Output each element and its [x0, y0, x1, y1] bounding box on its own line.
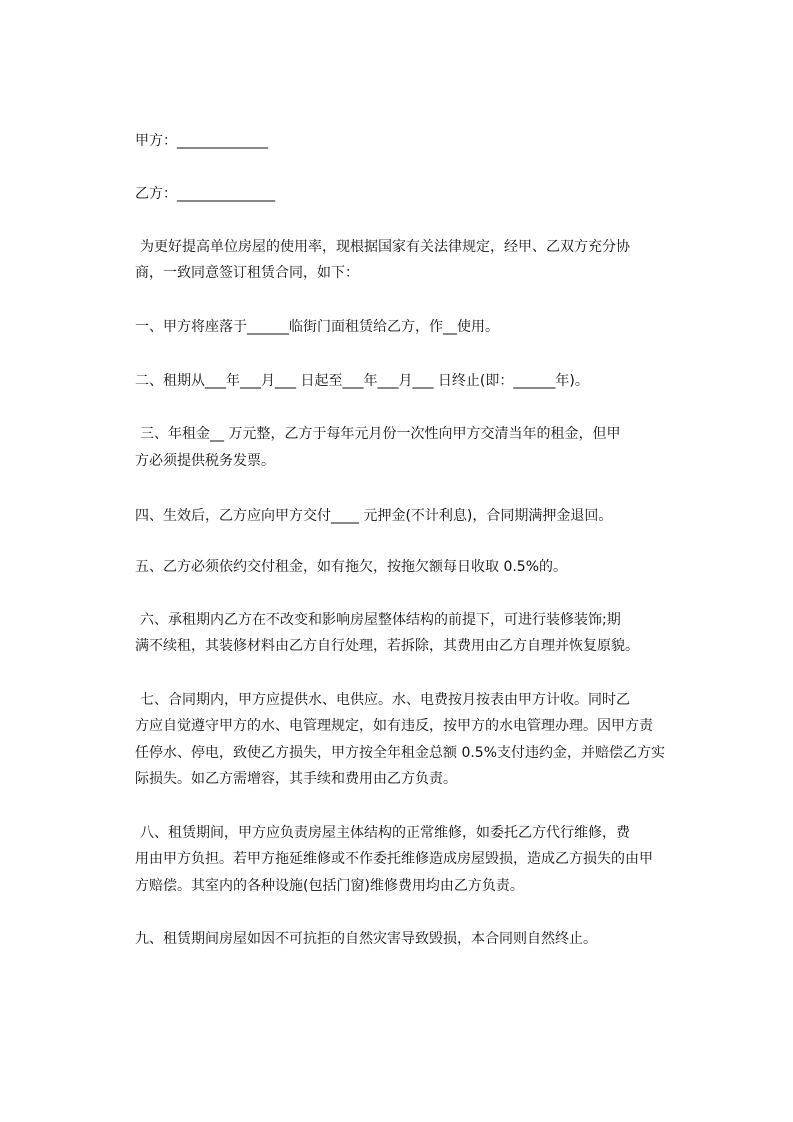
clause-8-line-3: 方赔偿。其室内的各种设施(包括门窗)维修费用均由乙方负责。	[135, 878, 524, 894]
clause-9: 九、租赁期间房屋如因不可抗拒的自然灾害导致毁损，本合同则自然终止。	[135, 931, 597, 947]
clause-6-line-2: 满不续租，其装修材料由乙方自行处理，若拆除，其费用由乙方自理并恢复原貌。	[135, 638, 639, 654]
clause-4: 四、生效后，乙方应向甲方交付____ 元押金(不计利息)，合同期满押金退回。	[135, 508, 613, 524]
party-a-line: 甲方：_____________	[135, 133, 268, 149]
clause-8-line-1: 八、租赁期间，甲方应负责房屋主体结构的正常维修，如委托乙方代行维修，费	[140, 825, 630, 841]
clause-1: 一、甲方将座落于______临街门面租赁给乙方，作__使用。	[135, 319, 499, 335]
intro-line-2: 商，一致同意签订租赁合同，如下：	[135, 265, 359, 281]
clause-2: 二、租期从___年___月___ 日起至___年___月___ 日终止(即：______年)。	[135, 373, 589, 389]
party-b-line: 乙方：______________	[135, 186, 275, 202]
clause-7-line-2: 方应自觉遵守甲方的水、电管理规定，如有违反，按甲方的水电管理办理。因甲方责	[135, 718, 653, 734]
clause-3-line-1: 三、年租金__ 万元整，乙方于每年元月份一次性向甲方交清当年的租金，但甲	[140, 426, 621, 442]
intro-line-1: 为更好提高单位房屋的使用率，现根据国家有关法律规定，经甲、乙双方充分协	[140, 239, 630, 255]
clause-8-line-2: 用由甲方负担。若甲方拖延维修或不作委托维修造成房屋毁损，造成乙方损失的由甲	[135, 851, 653, 867]
clause-5: 五、乙方必须依约交付租金，如有拖欠，按拖欠额每日收取 0.5%的。	[135, 559, 568, 575]
clause-6-line-1: 六、承租期内乙方在不改变和影响房屋整体结构的前提下，可进行装修装饰;期	[140, 612, 621, 628]
clause-3-line-2: 方必须提供税务发票。	[135, 453, 275, 469]
clause-7-line-1: 七、合同期内，甲方应提供水、电供应。水、电费按月按表由甲方计收。同时乙	[140, 692, 630, 708]
clause-7-line-3: 任停水、停电，致使乙方损失，甲方按全年租金总额 0.5%支付违约金，并赔偿乙方实	[135, 745, 666, 761]
clause-7-line-4: 际损失。如乙方需增容，其手续和费用由乙方负责。	[135, 771, 457, 787]
